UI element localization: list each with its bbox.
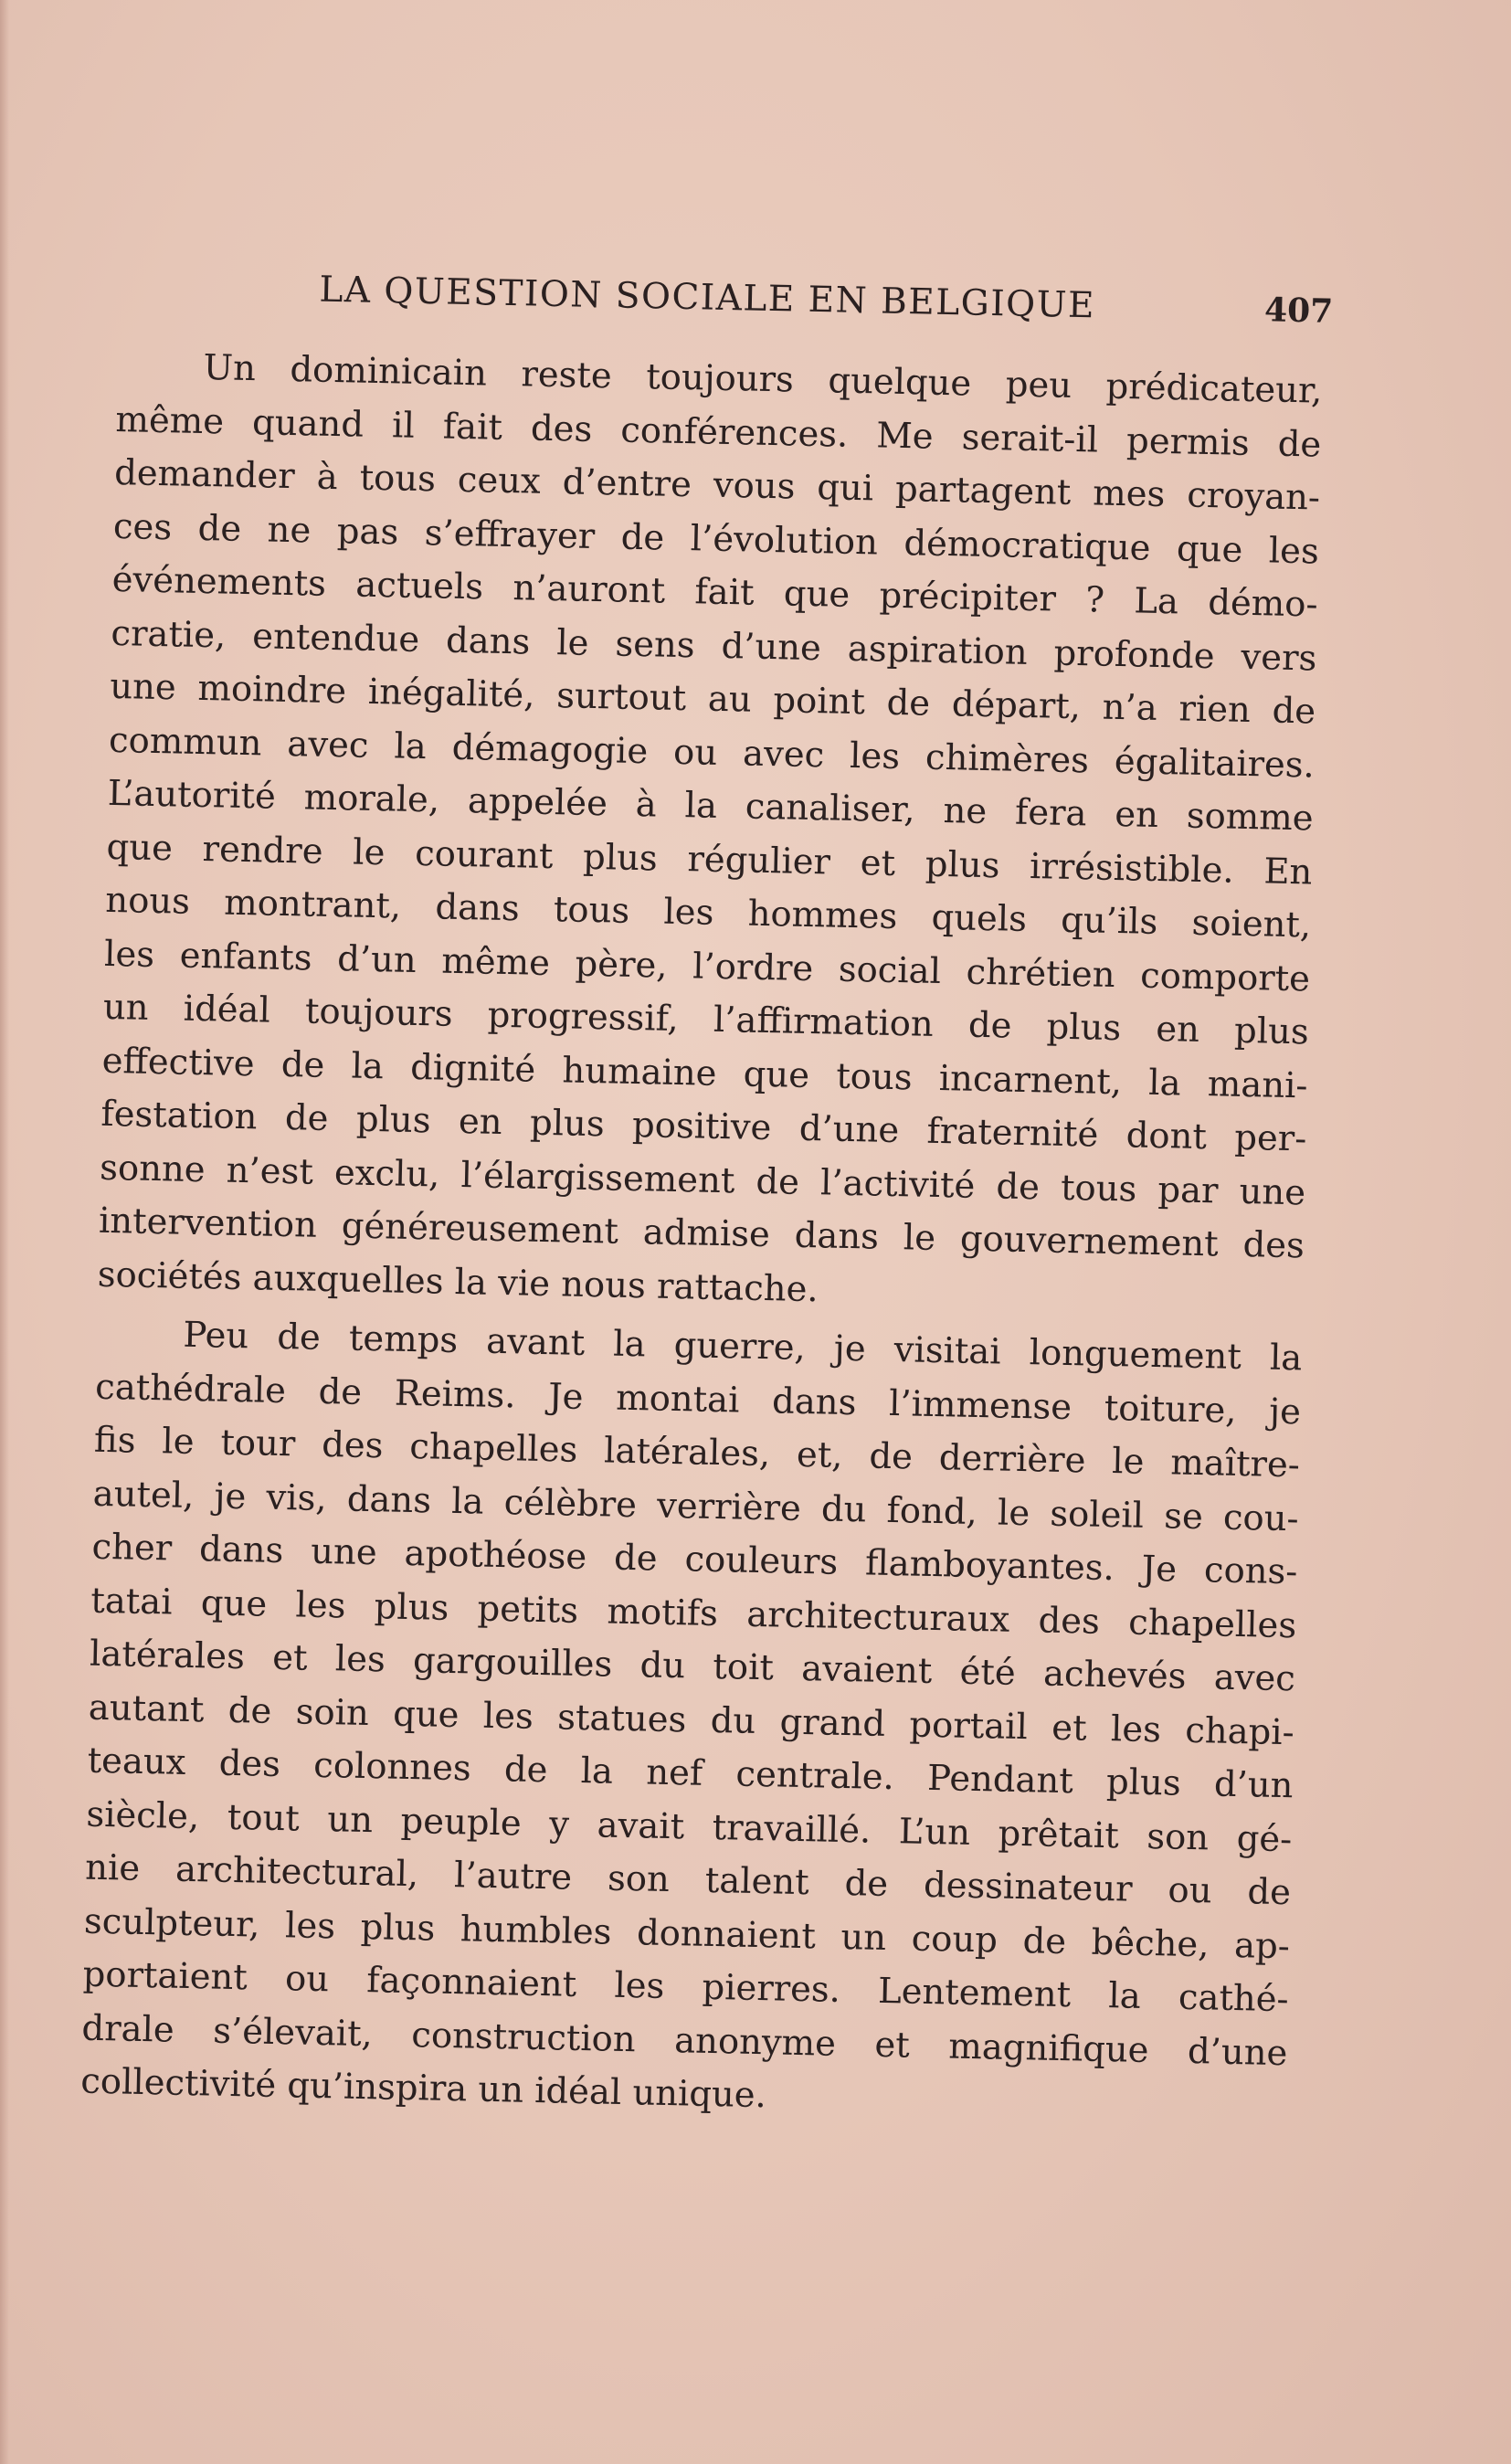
running-head (118, 265, 1334, 354)
text-line: fis le tour des chapelles latérales, et, de derrière le maître- (93, 1419, 1301, 1486)
text-line: nous montrant, dans tous les hommes quels qu’ils soient, (104, 879, 1312, 946)
text-line: Un dominicain reste toujours quelque peu prédicateur, (203, 346, 1323, 412)
paragraph-1 (97, 340, 1323, 1327)
text-line: même quand il fait des conférences. Me serait-il permis de (114, 398, 1322, 466)
text-line: teaux des colonnes de la nef centrale. Pendant plus d’un (87, 1740, 1294, 1807)
text-line: sonne n’est exclu, l’élargissement de l’activité de tous par une (99, 1147, 1306, 1213)
text-line: cathédrale de Reims. Je montai dans l’immense toiture, je (94, 1366, 1302, 1433)
text-line: intervention généreusement admise dans le gouvernement des (98, 1200, 1305, 1267)
text-line: festation de plus en plus positive d’une fraternité dont per- (100, 1093, 1307, 1160)
text-line: latérales et les gargouilles du toit avaient été achevés avec (89, 1633, 1296, 1700)
text-line: les enfants d’un même père, l’ordre social chrétien comporte (103, 933, 1311, 999)
text-line: autant de soin que les statues du grand portail et les chapi- (88, 1687, 1295, 1753)
text-line: Peu de temps avant la guerre, je visitai longuement la (183, 1314, 1303, 1380)
text-line: portaient ou façonnaient les pierres. Lentement la cathé- (82, 1953, 1289, 2021)
text-line: sociétés auxquelles la vie nous rattache. (97, 1253, 819, 1310)
text-line: L’autorité morale, appelée à la canaliser, ne fera en somme (107, 772, 1315, 840)
text-line: cher dans une apothéose de couleurs flamboyantes. Je cons- (91, 1526, 1298, 1593)
text-line: drale s’élevait, construction anonyme et magnifique d’une (81, 2007, 1288, 2074)
text-line: commun avec la démagogie ou avec les chimères égalitaires. (108, 719, 1316, 787)
page-edge-shadow (0, 0, 9, 2464)
paragraph-2 (80, 1307, 1303, 2134)
text-line: effective de la dignité humaine que tous incarnent, la mani- (101, 1040, 1308, 1106)
text-line: sculpteur, les plus humbles donnaient un coup de bêche, ap- (83, 1900, 1291, 1967)
page-text-block (79, 265, 1334, 2134)
text-line: cratie, entendue dans le sens d’une aspiration profonde vers (111, 612, 1317, 680)
text-line: un idéal toujours progressif, l’affirmation de plus en plus (102, 986, 1310, 1053)
text-line: ces de ne pas s’effrayer de l’évolution démocratique que les (112, 505, 1320, 573)
text-line: une moindre inégalité, surtout au point de départ, n’a rien de (109, 665, 1316, 733)
text-line: nie architectural, l’autre son talent de dessinateur ou de (84, 1846, 1292, 1914)
page-number: 407 (1263, 291, 1334, 331)
text-line: autel, je vis, dans la célèbre verrière du fond, le soleil se cou- (92, 1473, 1300, 1539)
text-line: tatai que les plus petits motifs architecturaux des chapelles (90, 1580, 1297, 1646)
text-line: siècle, tout un peuple y avait travaillé. L’un prêtait son gé- (86, 1793, 1293, 1860)
text-line: demander à tous ceux d’entre vous qui partagent mes croyan- (113, 451, 1321, 519)
text-line: événements actuels n’auront fait que précipiter ? La démo- (111, 558, 1318, 626)
text-line: que rendre le courant plus régulier et plus irrésistible. En (106, 826, 1313, 893)
running-head-title: LA QUESTION SOCIALE EN BELGIQUE (319, 269, 1096, 327)
text-line: collectivité qu’inspira un idéal unique. (79, 2060, 767, 2117)
